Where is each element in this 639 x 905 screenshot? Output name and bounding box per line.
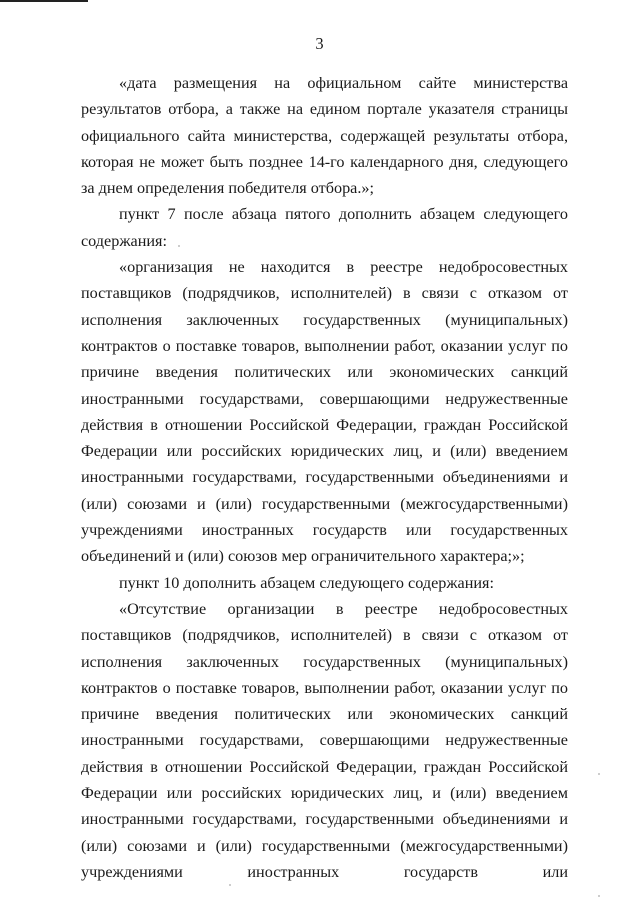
paragraph-quote-date: «дата размещения на официальном сайте министерства результатов отбора, а также на едином портале указателя страницы официального сайта министерства, содержащей результаты отбора, которая не может быть позднее 14-го календарного дня, следующего за днем определения победителя отбора.»; xyxy=(81,74,568,198)
scan-speck xyxy=(229,884,231,886)
paragraph-quote-absence: «Отсутствие организации в реестре недобросовестных поставщиков (подрядчиков, исполнителей) в связи с отказом от исполнения заключенных государственных (муниципальных) контрактов о поставке товаров, выполнении работ, оказании услуг по причине введения политических или экономических санкций иностранными государствами, совершающими недружественные действия в отношении Российской Федерации, граждан Российской Федерации или российских юридических лиц, и (или) введением иностранными государствами, государственными объединениями и (или) союзами и (или) государственными (межгосударственными) учреждениями иностранных государств или xyxy=(81,599,568,881)
scan-speck xyxy=(598,773,600,775)
scan-speck xyxy=(178,245,180,247)
page-number: 3 xyxy=(315,34,324,53)
scan-speck xyxy=(598,895,600,897)
paragraph-point-7: пункт 7 после абзаца пятого дополнить абзацем следующего содержания: xyxy=(81,205,568,250)
paragraph-point-10: пункт 10 дополнить абзацем следующего содержания: xyxy=(119,573,494,592)
document-body xyxy=(81,70,568,885)
paragraph-quote-registry: «организация не находится в реестре недобросовестных поставщиков (подрядчиков, исполнителей) в связи с отказом от исполнения заключенных государственных (муниципальных) контрактов о поставке товаров, выполнении работ, оказании услуг по причине введения политических или экономических санкций иностранными государствами, совершающими недружественные действия в отношении Российской Федерации, граждан Российской Федерации или российских юридических лиц, и (или) введением иностранными государствами, государственными объединениями и (или) союзами и (или) государственными (межгосударственными) учреждениями иностранных государств или государственных объединений и (или) союзов мер ограничительного характера;»; xyxy=(81,258,568,566)
top-edge-rule xyxy=(0,0,88,2)
